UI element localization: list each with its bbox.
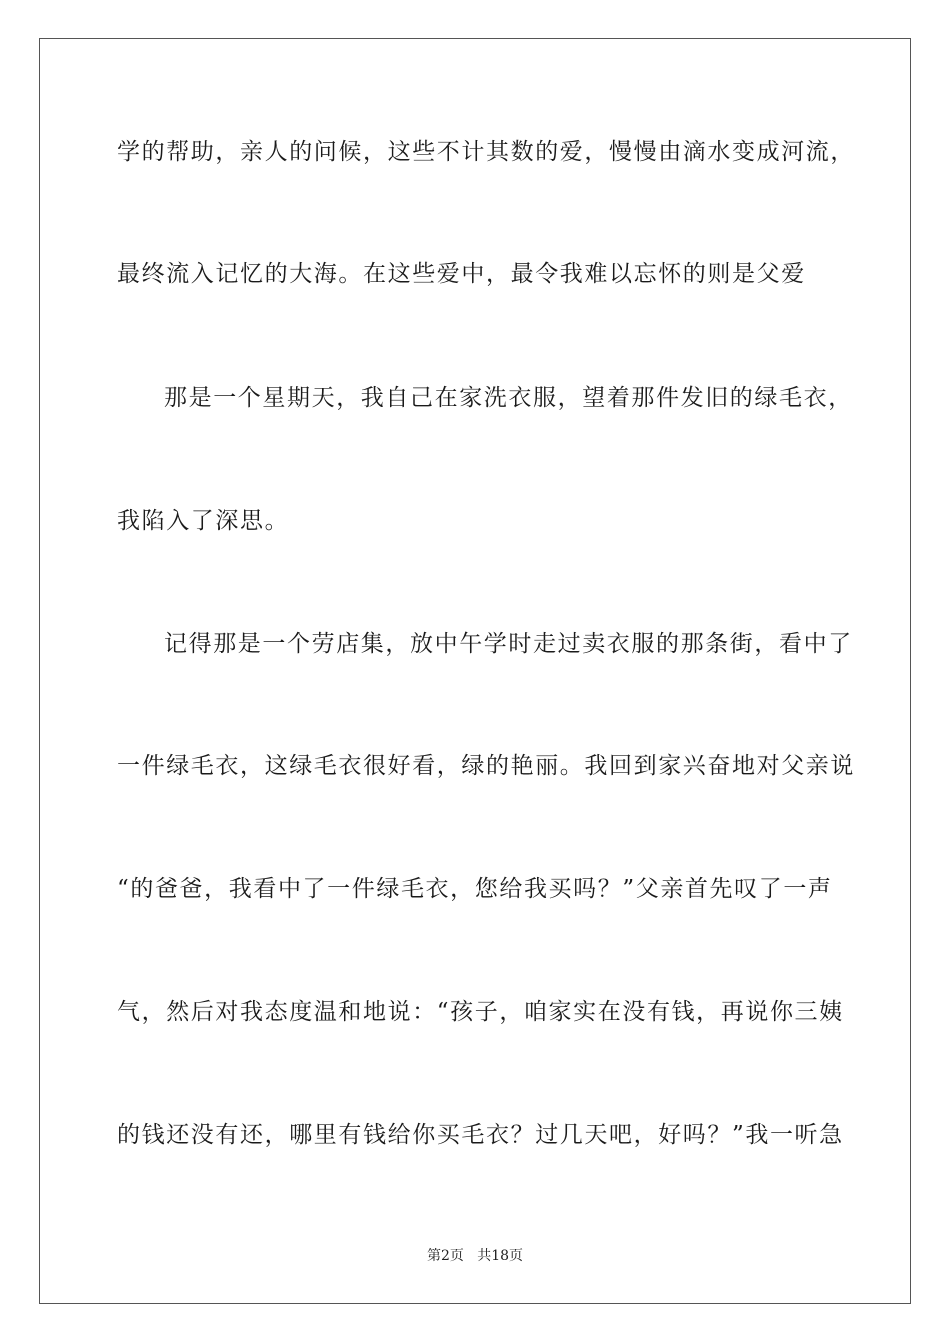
text-line: 学的帮助，亲人的问候，这些不计其数的爱，慢慢由滴水变成河流， <box>117 139 855 165</box>
text-line: “的爸爸，我看中了一件绿毛衣，您给我买吗？”父亲首先叹了一声 <box>117 876 833 902</box>
text-line: 最终流入记忆的大海。在这些爱中，最令我难以忘怀的则是父爱 <box>117 261 806 287</box>
text-line: 的钱还没有还，哪里有钱给你买毛衣？过几天吧，好吗？”我一听急 <box>117 1122 844 1148</box>
text-line: 气，然后对我态度温和地说：“孩子，咱家实在没有钱，再说你三姨 <box>117 999 844 1025</box>
text-line: 我陷入了深思。 <box>117 508 290 534</box>
paragraph-start-line: 记得那是一个劳店集，放中午学时走过卖衣服的那条街，看中了 <box>164 631 853 657</box>
page-border <box>39 38 911 1304</box>
page-number-footer: 第2页 共18页 <box>426 1248 524 1264</box>
text-line: 一件绿毛衣，这绿毛衣很好看，绿的艳丽。我回到家兴奋地对父亲说 <box>117 753 855 779</box>
paragraph-start-line: 那是一个星期天，我自己在家洗衣服，望着那件发旧的绿毛衣， <box>164 385 853 411</box>
